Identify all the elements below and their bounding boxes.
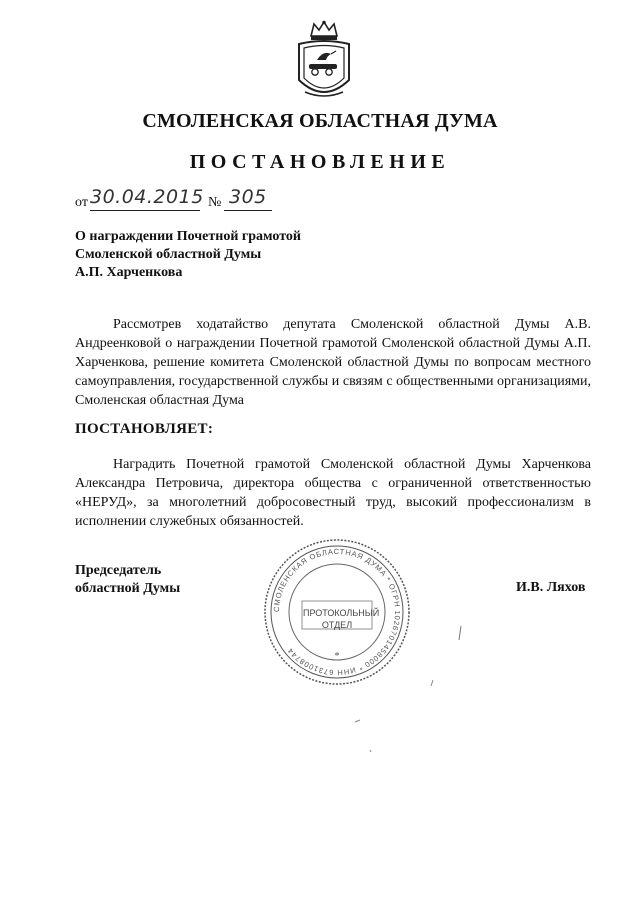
subject-line: О награждении Почетной грамотой: [75, 229, 301, 244]
signer-name: И.В. Ляхов: [516, 580, 586, 595]
organization-title: СМОЛЕНСКАЯ ОБЛАСТНАЯ ДУМА: [142, 110, 498, 132]
decree-paragraph: Наградить Почетной грамотой Смоленской областной Думы Харченкова Александра Петровича, директора общества с ограниченной ответственностью «НЕРУД», за многолетний добросовестный труд, высокий профессионализм в исполнении служебных обязанностей.: [75, 457, 591, 529]
signatory-title-line: Председатель: [75, 563, 162, 578]
smolensk-coat-of-arms-icon: [293, 20, 355, 104]
signatory-title: [75, 562, 180, 598]
date-label: от: [75, 195, 88, 210]
document-type-heading: ПОСТАНОВЛЕНИЕ: [189, 151, 451, 173]
handwritten-number: 305: [229, 186, 267, 208]
stamp-inner-text: [303, 607, 380, 631]
number-underline: [224, 210, 272, 211]
stamp-inner-line: ОТДЕЛ: [321, 620, 353, 630]
number-label: №: [208, 195, 222, 210]
preamble-paragraph: Рассмотрев ходатайство депутата Смоленской областной Думы А.В. Андреенковой о награждении Почетной грамотой Смоленской областной Думы А.П. Харченкова, решение комитета Смоленской областной Думы по вопросам местного самоуправления, государственной службы и связям с общественными организациями, Смоленская областная Дума: [75, 317, 591, 408]
handwritten-date: 30.04.2015: [90, 186, 204, 208]
subject-line: А.П. Харченкова: [75, 265, 183, 280]
stamp-inner-line: ПРОТОКОЛЬНЫЙ: [303, 608, 380, 618]
signatory-title-line: областной Думы: [75, 581, 181, 596]
decree-heading: ПОСТАНОВЛЯЕТ:: [75, 421, 214, 437]
subject-line: Смоленской областной Думы: [75, 247, 262, 262]
svg-text:*: *: [334, 651, 340, 662]
document-subject: [75, 228, 301, 282]
stamp-ring-text: СМОЛЕНСКАЯ ОБЛАСТНАЯ ДУМА * ОГРН 1026701458000 * ИНН 6731008744: [271, 546, 403, 678]
date-underline: [90, 210, 200, 211]
